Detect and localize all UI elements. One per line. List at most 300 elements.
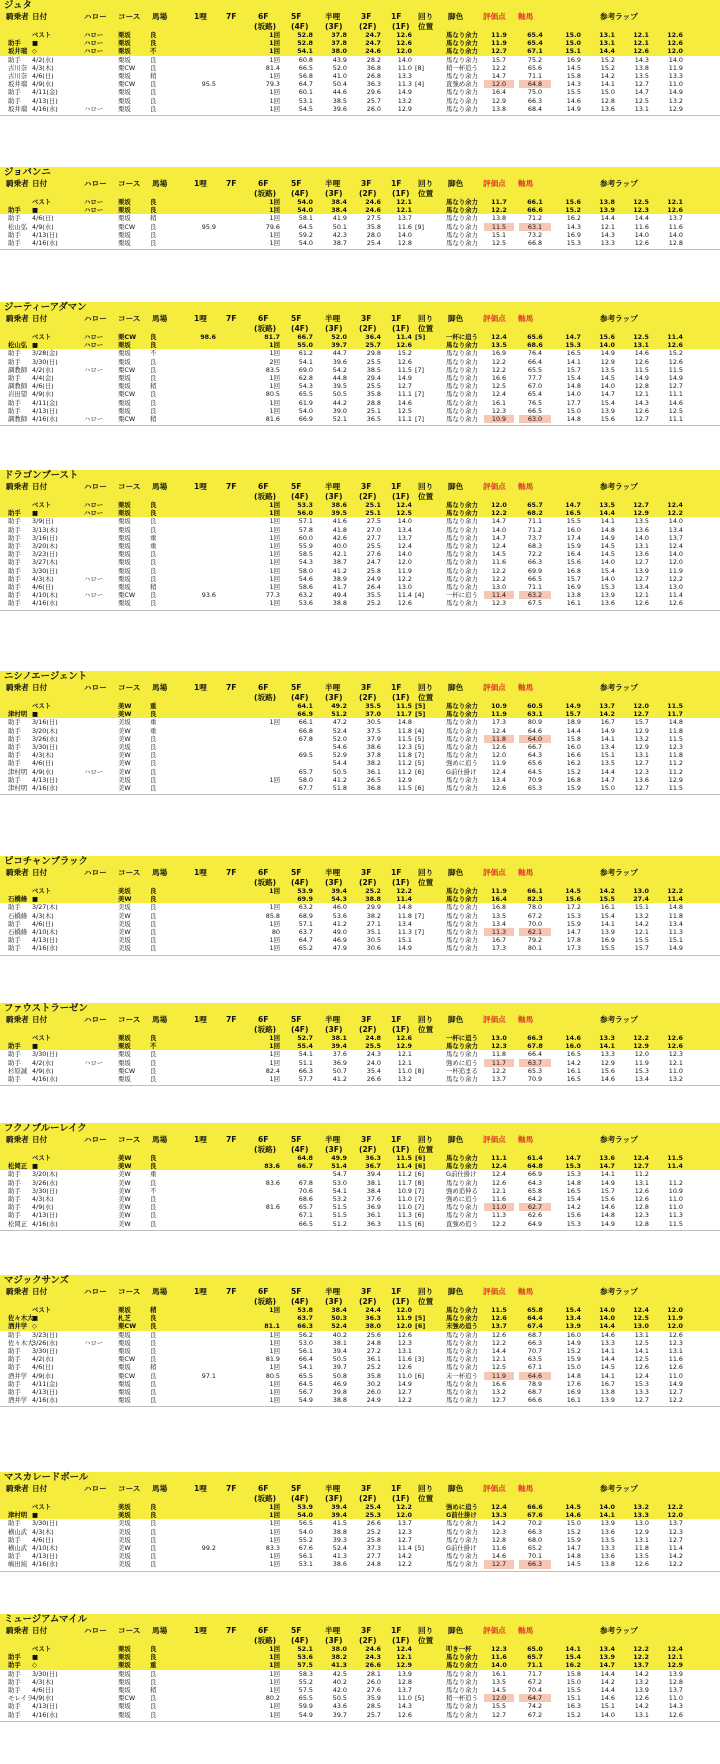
column-subheader: (2F) (359, 1025, 377, 1034)
track-condition-cell: 良 (150, 1535, 157, 1544)
lap-cell: 15.4 (600, 566, 615, 575)
f3-time-cell: 38.6 (366, 743, 381, 751)
lap-cell: 15.1 (600, 751, 615, 760)
column-header: 3F (361, 1015, 372, 1024)
lap-cell: 15.3 (566, 1219, 581, 1228)
column-header: コース (118, 314, 141, 323)
f5-time-cell: 58.3 (298, 1669, 313, 1678)
workout-row (0, 776, 720, 784)
score-cell: 13.8 (491, 214, 507, 223)
column-header: 評価点 (483, 1484, 506, 1493)
axis-cell: 66.3 (527, 558, 543, 567)
column-header: 半哩 (325, 314, 341, 323)
workout-row (0, 97, 720, 105)
column-subheader: 位置 (418, 22, 434, 31)
f1-time-cell: 12.2 (396, 887, 412, 895)
rider-cell: 助手 (8, 1653, 21, 1662)
date-cell: 3/30(日) (32, 743, 58, 751)
column-header: 回り (418, 179, 434, 188)
leg-style-cell: 馬なり余力 (446, 1686, 478, 1694)
axis-cell: 70.9 (527, 775, 543, 784)
course-cell: 栗坂 (118, 583, 131, 591)
f5-time-cell: 52.7 (297, 1034, 313, 1042)
f3-time-cell: 26.4 (366, 583, 381, 591)
position-cell: [5] (415, 1544, 425, 1552)
column-header: コース (118, 482, 141, 491)
course-cell: 栗坂 (118, 1330, 131, 1339)
lap-cell: 11.4 (667, 333, 683, 341)
lap-cell: 14.3 (566, 80, 581, 89)
lap-cell: 13.6 (599, 1154, 615, 1162)
lap-cell: 12.2 (668, 1560, 683, 1569)
workout-row (0, 1075, 720, 1083)
track-condition-cell: 重 (150, 533, 157, 542)
workout-row (0, 583, 720, 591)
lap-cell: 12.4 (667, 501, 683, 509)
lap-cell: 13.1 (599, 31, 615, 39)
horse-name: ドラゴンブースト (4, 470, 79, 481)
horse-section (0, 1123, 720, 1232)
rider-cell: 助手 (8, 558, 21, 567)
score-cell: 14.7 (491, 72, 507, 80)
course-cell: 栗坂 (118, 550, 131, 559)
half-mile-cell: 38.6 (331, 501, 347, 509)
rider-cell: 石橋脩 (8, 895, 28, 904)
date-cell: ベスト (32, 1306, 52, 1314)
leg-style-cell: 馬なり余力 (446, 1330, 478, 1339)
date-cell: ベスト (32, 1154, 52, 1162)
harrow-cell: ハロー (84, 47, 104, 56)
f5-time-cell: 67.8 (298, 1178, 313, 1187)
lap-cell: 10.9 (668, 1186, 683, 1195)
track-condition-cell: 良 (150, 550, 157, 559)
lap-cell: 13.5 (600, 365, 615, 374)
leg-style-cell: 強めに追う (446, 1195, 478, 1203)
column-header: 脚色 (448, 12, 464, 21)
axis-cell: 79.2 (527, 936, 543, 945)
course-cell: 栗坂 (118, 558, 131, 567)
axis-cell: 66.9 (527, 1170, 543, 1179)
date-cell: 4/13(日) (32, 406, 58, 415)
axis-cell: 64.7 (519, 1694, 551, 1702)
position-cell: [5] (415, 333, 426, 341)
rider-cell: 助手 (8, 55, 21, 64)
column-header: 評価点 (483, 683, 506, 692)
f5-time-cell: 65.7 (298, 1203, 313, 1212)
axis-cell: 65.6 (527, 63, 543, 72)
leg-style-cell: 馬なり余力 (446, 734, 478, 743)
leg-style-cell: G前仕掛け (446, 1544, 477, 1552)
column-header: 脚色 (448, 868, 464, 877)
axis-cell: 66.1 (527, 198, 543, 206)
course-cell: 栗坂 (118, 1075, 131, 1083)
lap-cell: 15.9 (566, 919, 581, 928)
score-cell: 12.4 (491, 1162, 507, 1171)
leg-style-cell: 馬なり余力 (446, 501, 478, 509)
column-header: 6F (258, 1015, 269, 1024)
workout-row (0, 912, 720, 920)
track-condition-cell: 不 (150, 349, 157, 358)
column-header: 軸馬 (518, 1626, 534, 1635)
f3-time-cell: 35.4 (366, 1066, 381, 1075)
half-mile-cell: 44.7 (332, 349, 347, 358)
lap-cell: 14.0 (668, 55, 683, 64)
lap-cell: 13.9 (668, 1669, 683, 1678)
half-mile-cell: 39.5 (331, 509, 347, 518)
f1-time-cell: 12.8 (397, 239, 412, 247)
column-header: 騎乗者 (6, 179, 29, 188)
f3-time-cell: 35.8 (366, 390, 381, 399)
lap-cell: 13.1 (634, 1535, 649, 1544)
score-cell: 12.4 (491, 542, 507, 550)
leg-style-cell: 馬なり余力 (446, 936, 478, 945)
leg-style-cell: 馬なり余力 (446, 574, 478, 583)
f6-time-cell: 1回 (269, 1347, 280, 1355)
lap-cell: 15.5 (566, 1686, 581, 1694)
date-cell: 3/30(日) (32, 1186, 58, 1195)
leg-style-cell: 馬なり余力 (446, 406, 478, 415)
column-subheader-row (0, 492, 720, 501)
horse-section (0, 856, 720, 957)
half-mile-cell: 38.9 (332, 574, 347, 583)
position-cell: [5] (415, 710, 426, 719)
half-mile-cell: 39.8 (332, 1388, 347, 1396)
score-cell: 13.5 (491, 341, 507, 350)
f1-time-cell: 12.1 (397, 1050, 412, 1059)
course-cell: 美W (118, 1195, 131, 1203)
lap-cell: 15.4 (600, 398, 615, 407)
lap-cell: 13.7 (668, 214, 683, 223)
track-condition-cell: 良 (150, 1669, 157, 1678)
leg-style-cell: 馬なり余力 (446, 206, 478, 215)
lap-cell: 12.5 (634, 1355, 649, 1364)
leg-style-cell: 馬なり余力 (446, 222, 478, 231)
column-header: 参考ラップ (600, 1287, 638, 1296)
f1-time-cell: 12.2 (397, 574, 412, 583)
lap-cell: 14.9 (668, 374, 683, 382)
lap-cell: 12.9 (668, 775, 683, 784)
track-condition-cell: 良 (150, 198, 157, 206)
track-condition-cell: 不 (150, 47, 157, 56)
column-header: 脚色 (448, 314, 464, 323)
f1-time-cell: 11.5 (397, 1219, 412, 1228)
f5-time-cell: 54.0 (298, 239, 313, 247)
harrow-cell: ハロー (84, 591, 104, 600)
score-cell: 11.6 (491, 1653, 507, 1662)
course-cell: 栗坂 (118, 398, 131, 407)
position-cell: [6] (415, 1211, 425, 1220)
date-cell: 3/23(日) (32, 1330, 58, 1339)
f6-time-cell: 1回 (269, 566, 280, 575)
harrow-cell: ハロー (84, 767, 104, 776)
column-header: 騎乗者 (6, 1484, 29, 1493)
column-header: 馬場 (152, 482, 168, 491)
f1-time-cell: 12.6 (397, 1710, 412, 1719)
date-cell: ■ (32, 1314, 39, 1323)
column-header: 1F (391, 868, 402, 877)
column-header: 参考ラップ (600, 314, 638, 323)
leg-style-cell: 馬なり余力 (446, 1560, 478, 1569)
lap-cell: 13.3 (668, 72, 683, 80)
lap-cell: 13.5 (600, 1535, 615, 1544)
course-cell: 栗坂 (118, 349, 131, 358)
half-mile-cell: 37.8 (331, 39, 347, 48)
f1-time-cell: 14.0 (397, 55, 412, 64)
f6-time-cell: 1回 (269, 583, 280, 591)
course-cell: 栗坂 (118, 1677, 131, 1686)
column-header: 騎乗者 (6, 482, 29, 491)
date-cell: 4/16(水) (32, 1560, 58, 1569)
half-mile-cell: 50.1 (332, 222, 347, 231)
f3-time-cell: 36.5 (366, 415, 381, 423)
lap-cell: 15.1 (566, 1694, 581, 1703)
column-subheader: (3F) (325, 492, 343, 501)
lap-cell: 13.1 (599, 39, 615, 48)
lap-cell: 14.9 (600, 349, 615, 358)
f1-time-cell: 14.0 (397, 517, 412, 526)
lap-cell: 16.0 (565, 1042, 581, 1051)
column-subheader: 位置 (418, 1297, 434, 1306)
workout-row (0, 1670, 720, 1678)
f5-time-cell: 66.9 (298, 415, 313, 423)
axis-cell: 66.3 (527, 1034, 543, 1042)
axis-cell: 64.8 (519, 80, 551, 88)
workout-row (0, 390, 720, 398)
half-mile-cell: 51.2 (332, 1219, 347, 1228)
track-condition-cell: 良 (150, 887, 157, 895)
workout-row (0, 1179, 720, 1187)
half-mile-cell: 39.4 (331, 1503, 347, 1511)
column-header: 評価点 (483, 1015, 506, 1024)
leg-style-cell: 馬なり余力 (446, 710, 478, 719)
axis-cell: 65.3 (527, 784, 543, 792)
f5-time-cell: 69.9 (297, 895, 313, 904)
f1-time-cell: 14.9 (397, 374, 412, 382)
lap-cell: 13.1 (668, 1347, 683, 1355)
f3-time-cell: 30.2 (366, 1379, 381, 1388)
f6-time-cell: 1回 (269, 1034, 280, 1042)
axis-cell: 66.3 (527, 1527, 543, 1536)
column-header: 軸馬 (518, 12, 534, 21)
course-cell: 美W (118, 1178, 131, 1187)
column-subheader: 位置 (418, 324, 434, 333)
half-mile-cell: 47.2 (332, 718, 347, 727)
leg-style-cell: 馬なり余力 (446, 525, 478, 534)
lap-cell: 15.0 (566, 406, 581, 415)
rider-cell: 助手 (8, 591, 21, 600)
f3-time-cell: 24.9 (366, 1396, 381, 1405)
f5-time-cell: 54.0 (297, 198, 313, 206)
leg-style-cell: 馬なり余力 (446, 517, 478, 526)
half-mile-cell: 46.0 (332, 903, 347, 912)
column-header: 日付 (32, 1484, 48, 1493)
column-header: 1哩 (194, 868, 207, 877)
course-cell: 栗坂 (118, 509, 131, 518)
column-header: 半哩 (325, 1135, 341, 1144)
lap-cell: 15.9 (566, 1535, 581, 1544)
track-condition-cell: 良 (150, 591, 157, 600)
position-cell: [5] (415, 1314, 426, 1323)
f1-time-cell: 11.5 (397, 734, 412, 743)
rider-cell: 助手 (8, 1535, 21, 1544)
workout-row (0, 64, 720, 72)
column-header: 5F (291, 683, 302, 692)
f5-time-cell: 66.5 (298, 1219, 313, 1228)
lap-cell: 12.7 (668, 1535, 683, 1544)
f1-time-cell: 12.8 (397, 1677, 412, 1686)
leg-style-cell: 馬なり余力 (446, 1306, 478, 1314)
axis-cell: 70.0 (527, 919, 543, 928)
column-header: 軸馬 (518, 1287, 534, 1296)
half-mile-cell: 53.0 (332, 1178, 347, 1187)
lap-cell: 11.2 (668, 759, 683, 768)
f3-time-cell: 39.4 (366, 1170, 381, 1179)
column-header: ハロー (84, 179, 107, 188)
f1-time-cell: 14.0 (397, 550, 412, 559)
score-cell: 11.6 (491, 1544, 507, 1552)
lap-cell: 14.0 (600, 558, 615, 567)
column-header: 回り (418, 1626, 434, 1635)
f6-time-cell: 1回 (269, 1686, 280, 1694)
lap-cell: 12.3 (634, 767, 649, 776)
axis-cell: 67.0 (527, 382, 543, 391)
leg-style-cell: 馬なり余力 (446, 390, 478, 399)
f5-time-cell: 56.7 (298, 1388, 313, 1396)
lap-cell: 12.1 (600, 222, 615, 231)
lap-cell: 11.2 (668, 767, 683, 776)
date-cell: 3/20(木) (32, 726, 58, 735)
rider-cell: 助手 (8, 726, 21, 735)
workout-row (0, 1503, 720, 1511)
lap-cell: 12.3 (634, 1211, 649, 1220)
column-header: 脚色 (448, 1015, 464, 1024)
f6-time-cell: 1回 (269, 718, 280, 727)
lap-cell: 14.4 (600, 1686, 615, 1694)
lap-cell: 13.3 (599, 1034, 615, 1042)
track-condition-cell: 良 (150, 759, 157, 768)
track-condition-cell: 良 (150, 239, 157, 247)
leg-style-cell: 馬なり余力 (446, 903, 478, 912)
score-cell: 14.2 (491, 1519, 507, 1528)
f3-time-cell: 35.8 (366, 222, 381, 231)
column-header: 馬場 (152, 12, 168, 21)
score-cell: 13.5 (491, 1677, 507, 1686)
f6-time-cell: 1回 (269, 1535, 280, 1544)
date-cell: 4/10(木) (32, 928, 58, 936)
f6-time-cell: 1回 (269, 509, 280, 518)
date-cell: 3/20(木) (32, 542, 58, 550)
f5-time-cell: 54.1 (297, 47, 313, 56)
column-subheader: (1F) (392, 1494, 410, 1503)
axis-cell: 64.9 (527, 1219, 543, 1228)
lap-cell: 12.3 (668, 1527, 683, 1536)
axis-cell: 68.2 (527, 509, 543, 518)
score-cell: 11.9 (491, 710, 507, 719)
rider-cell: 助手 (8, 1710, 21, 1719)
lap-cell: 13.2 (634, 734, 649, 743)
column-header: 軸馬 (518, 868, 534, 877)
lap-cell: 16.5 (566, 349, 581, 358)
workout-row (0, 1170, 720, 1178)
f1-time-cell: 12.4 (397, 542, 412, 550)
track-condition-cell: 良 (150, 1355, 157, 1364)
column-header-row (0, 682, 720, 693)
track-condition-cell: 良 (150, 1511, 157, 1520)
date-cell: 4/16(水) (32, 104, 58, 113)
date-cell: 4/3(木) (32, 1677, 54, 1686)
column-header: 1哩 (194, 482, 207, 491)
rider-cell: 津村明 (8, 710, 28, 719)
column-subheader: (2F) (359, 878, 377, 887)
lap-cell: 11.5 (668, 734, 683, 743)
f3-time-cell: 25.2 (366, 1527, 381, 1536)
axis-cell: 70.9 (527, 1075, 543, 1083)
course-cell: 美W (118, 702, 132, 710)
column-header: 馬場 (152, 1135, 168, 1144)
lap-cell: 13.9 (600, 591, 615, 600)
column-header: 騎乗者 (6, 683, 29, 692)
track-condition-cell: 稍 (150, 415, 157, 423)
f3-time-cell: 36.3 (366, 80, 381, 89)
score-cell: 12.4 (491, 333, 507, 341)
workout-row (0, 1059, 720, 1067)
lap-cell: 14.9 (668, 1379, 683, 1388)
axis-cell: 67.2 (527, 1677, 543, 1686)
lap-cell: 14.7 (600, 775, 615, 784)
f1-time-cell: 11.2 (397, 1170, 412, 1179)
lap-cell: 14.8 (566, 1371, 581, 1380)
lap-cell: 15.2 (600, 63, 615, 72)
half-mile-cell: 50.5 (332, 390, 347, 399)
f1-time-cell: 12.9 (397, 104, 412, 113)
column-subheader: 位置 (418, 189, 434, 198)
rider-cell: 助手 (8, 1203, 21, 1212)
rider-cell: 助手 (8, 903, 21, 912)
half-mile-cell: 38.8 (332, 1527, 347, 1536)
f3-time-cell: 24.9 (366, 574, 381, 583)
f5-time-cell: 68.9 (298, 911, 313, 920)
lap-cell: 14.0 (599, 1314, 615, 1323)
lap-cell: 14.8 (600, 1211, 615, 1220)
track-condition-cell: 良 (150, 1058, 157, 1067)
column-header: 軸馬 (518, 179, 534, 188)
rider-cell: 津村明 (8, 767, 28, 776)
track-condition-cell: 良 (150, 928, 157, 936)
axis-cell: 65.7 (527, 1653, 543, 1662)
lap-cell: 15.6 (600, 415, 615, 423)
f5-time-cell: 52.8 (297, 39, 313, 48)
column-subheader: (3F) (325, 189, 343, 198)
lap-cell: 27.4 (633, 895, 649, 904)
axis-cell: 66.5 (527, 406, 543, 415)
f3-time-cell: 30.5 (366, 718, 381, 727)
f6-time-cell: 77.3 (265, 591, 280, 600)
half-mile-cell: 50.3 (331, 1314, 347, 1323)
lap-cell: 14.2 (566, 1203, 581, 1212)
score-cell: 11.9 (491, 39, 507, 48)
course-cell: 栗CW (118, 80, 136, 89)
lap-cell: 14.0 (600, 574, 615, 583)
track-condition-cell: 稍 (150, 214, 157, 223)
track-condition-cell: 重 (150, 542, 157, 550)
lap-cell: 14.4 (566, 726, 581, 735)
leg-style-cell: 馬なり余力 (446, 198, 478, 206)
axis-cell: 65.4 (527, 390, 543, 399)
track-condition-cell: 良 (150, 1371, 157, 1380)
f6-time-cell: 81.6 (265, 1203, 280, 1212)
f5-time-cell: 66.8 (298, 726, 313, 735)
leg-style-cell: 馬なり余力 (446, 1355, 478, 1364)
